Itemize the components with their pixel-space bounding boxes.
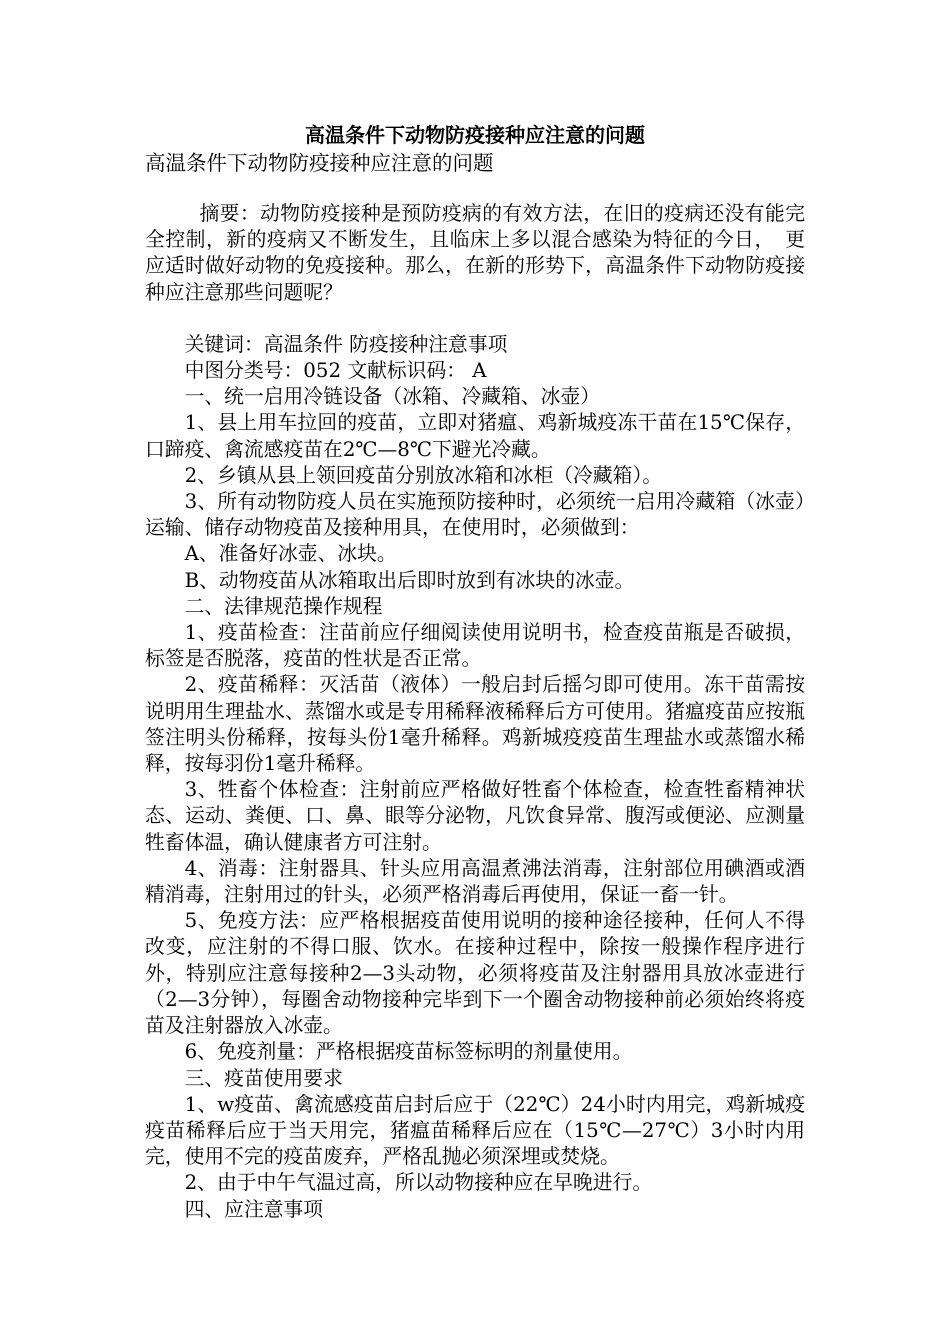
- section-heading-2: 二、法律规范操作规程: [184, 594, 383, 618]
- body-paragraph: 1、疫苗检查：注苗前应仔细阅读使用说明书，检查疫苗瓶是否破损，标签是否脱落，疫苗的性状是否正常。: [145, 621, 805, 671]
- keywords-line: 关键词：高温条件 防疫接种注意事项: [184, 332, 508, 356]
- body-paragraph: 2、疫苗稀释：灭活苗（液体）一般启封后摇匀即可使用。冻干苗需按说明用生理盐水、蒸馏水或是专用稀释液稀释后方可使用。猪瘟疫苗应按瓶签注明头份稀释，按每头份1毫升稀释。鸡新城疫疫苗生理盐水或蒸馏水稀释，按每羽份1毫升稀释。: [145, 673, 805, 776]
- body-paragraph: B、动物疫苗从冰箱取出后即时放到有冰块的冰壶。: [184, 568, 635, 592]
- body-paragraph: 4、消毒：注射器具、针头应用高温煮沸法消毒，注射部位用碘酒或酒精消毒，注射用过的针头，必须严格消毒后再使用，保证一畜一针。: [145, 856, 805, 907]
- body-paragraph: A、准备好冰壶、冰块。: [184, 542, 397, 566]
- classification-line: 中图分类号：052 文献标识码： A: [184, 359, 487, 383]
- document-subtitle: 高温条件下动物防疫接种应注意的问题: [145, 151, 494, 175]
- abstract-paragraph: 摘要：动物防疫接种是预防疫病的有效方法，在旧的疫病还没有能完全控制，新的疫病又不断发生，且临床上多以混合感染为特征的今日， 更应适时做好动物的免疫接种。那么，在新的形势下，高温条件下动物防疫接种应注意那些问题呢？: [145, 202, 805, 304]
- body-paragraph: 3、牲畜个体检查：注射前应严格做好牲畜个体检查，检查牲畜精神状态、运动、粪便、口、鼻、眼等分泌物，凡饮食异常、腹泻或便泌、应测量牲畜体温，确认健康者方可注射。: [145, 778, 805, 854]
- body-paragraph: 6、免疫剂量：严格根据疫苗标签标明的剂量使用。: [184, 1040, 633, 1064]
- section-heading-4: 四、应注意事项: [184, 1197, 324, 1221]
- section-heading-3: 三、疫苗使用要求: [184, 1066, 343, 1090]
- body-paragraph: 1、w疫苗、禽流感疫苗启封后应于（22℃）24小时内用完，鸡新城疫疫苗稀释后应于当天用完，猪瘟苗稀释后应在（15℃—27℃）3小时内用完，使用不完的疫苗废弃，严格乱抛必须深埋或焚烧。: [145, 1092, 805, 1169]
- body-paragraph: 5、免疫方法：应严格根据疫苗使用说明的接种途径接种，任何人不得改变，应注射的不得口服、饮水。在接种过程中，除按一般操作程序进行外，特别应注意每接种2—3头动物，必须将疫苗及注射器用具放冰壶进行（2—3分钟），每圈舍动物接种完毕到下一个圈舍动物接种前必须始终将疫苗及注射器放入冰壶。: [145, 909, 805, 1038]
- document-body: [145, 201, 805, 1223]
- body-paragraph: 1、县上用车拉回的疫苗，立即对猪瘟、鸡新城疫冻干苗在15℃保存，口蹄疫、禽流感疫苗在2℃—8℃下避光冷藏。: [145, 411, 805, 461]
- body-paragraph: 2、由于中午气温过高，所以动物接种应在早晚进行。: [184, 1171, 653, 1195]
- body-paragraph: 3、所有动物防疫人员在实施预防接种时，必须统一启用冷藏箱（冰壶）运输、储存动物疫苗及接种用具，在使用时，必须做到：: [145, 490, 805, 540]
- section-heading-1: 一、统一启用冷链设备（冰箱、冷藏箱、冰壶）: [184, 385, 601, 409]
- document-title: 高温条件下动物防疫接种应注意的问题: [305, 123, 645, 147]
- body-paragraph: 2、乡镇从县上领回疫苗分别放冰箱和冰柜（冷藏箱）。: [184, 463, 663, 487]
